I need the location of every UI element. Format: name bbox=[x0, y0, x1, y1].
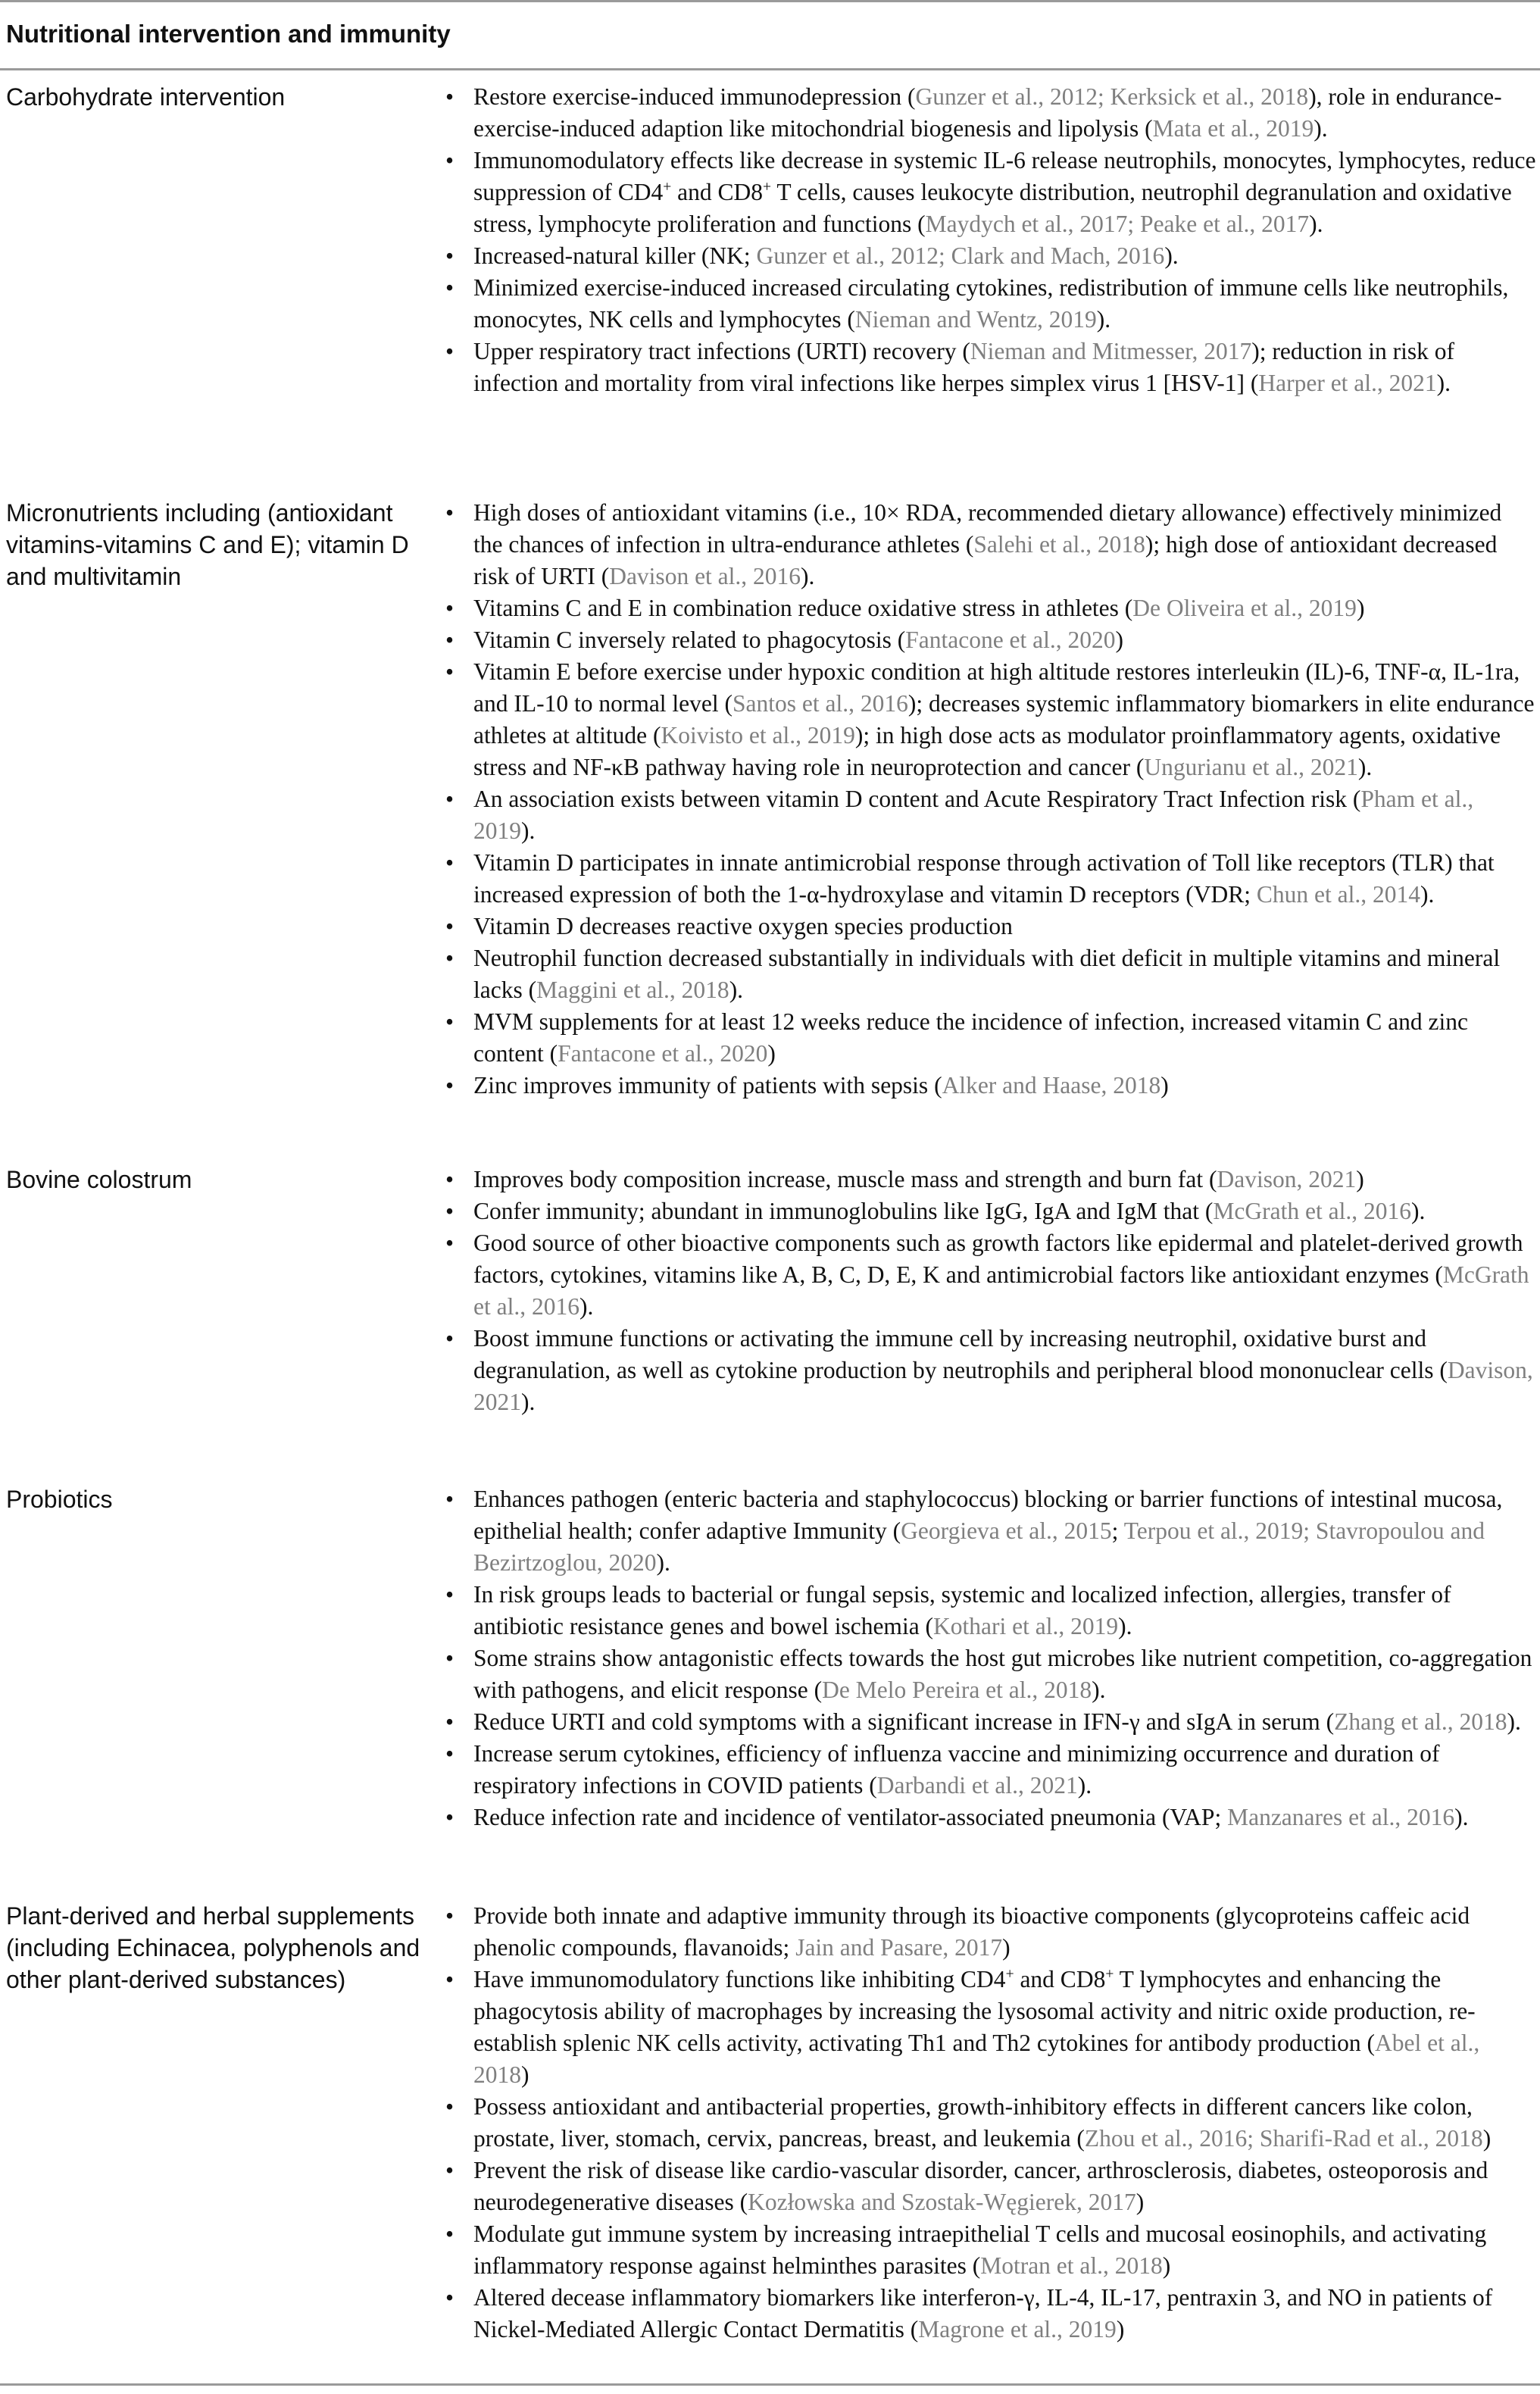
list-item bbox=[439, 592, 1536, 624]
item-text: ). bbox=[521, 817, 536, 844]
item-text: ); reduction in risk of infection and mortality from viral infections like herpes simplex virus 1 [HSV-1] ( bbox=[473, 338, 1454, 396]
item-text: ) bbox=[1116, 2316, 1125, 2342]
citation-link[interactable]: Georgieva et al., 2015 bbox=[901, 1517, 1112, 1544]
citation-link[interactable]: Nieman and Mitmesser, 2017 bbox=[970, 338, 1252, 364]
item-text: ). bbox=[1118, 1613, 1132, 1639]
item-text: An association exists between vitamin D content and Acute Respiratory Tract Infection risk ( bbox=[473, 786, 1361, 812]
citation-link[interactable]: Ungurianu et al., 2021 bbox=[1144, 754, 1358, 780]
citation-link[interactable]: Manzanares et al., 2016 bbox=[1227, 1804, 1455, 1830]
citation-link[interactable]: Abel et al., 2018 bbox=[473, 2030, 1480, 2088]
citation-link[interactable]: Darbandi et al., 2021 bbox=[876, 1772, 1078, 1799]
item-text: Neutrophil function decreased substantially in individuals with diet deficit in multiple vitamins and mineral lacks ( bbox=[473, 945, 1501, 1003]
table-bottom-rule bbox=[0, 2383, 1540, 2386]
list-item bbox=[439, 1006, 1536, 1070]
items-probiotics bbox=[439, 1483, 1536, 1833]
item-text: Minimized exercise-induced increased circulating cytokines, redistribution of immune cells like neutrophils, monocytes, NK cells and lymphocytes ( bbox=[473, 274, 1509, 333]
item-text: Vitamin C inversely related to phagocytosis ( bbox=[473, 627, 906, 653]
list-item bbox=[439, 2218, 1536, 2282]
item-text: ). bbox=[801, 563, 815, 589]
category-bovine-colostrum: Bovine colostrum bbox=[6, 1166, 192, 1193]
item-text: ). bbox=[1436, 370, 1451, 396]
citation-link[interactable]: Terpou et al., 2019; Stavropoulou and Bezirtzoglou, 2020 bbox=[473, 1517, 1485, 1576]
item-text: ) bbox=[1162, 2252, 1171, 2279]
list-item bbox=[439, 847, 1536, 911]
category-micronutrients: Micronutrients including (antioxidant vitamins-vitamins C and E); vitamin D and multivitamin bbox=[6, 499, 409, 590]
list-item bbox=[439, 942, 1536, 1006]
superscript: + bbox=[1005, 1966, 1014, 1983]
item-text: Enhances pathogen (enteric bacteria and staphylococcus) blocking or barrier functions of intestinal mucosa, epithelial health; confer adaptive Immunity ( bbox=[473, 1486, 1503, 1544]
list-item bbox=[439, 1483, 1536, 1579]
item-text: Modulate gut immune system by increasing intraepithelial T cells and mucosal eosinophils, and activating inflammatory response against helminthes parasites ( bbox=[473, 2221, 1487, 2279]
citation-link[interactable]: Gunzer et al., 2012; Kerksick et al., 2018 bbox=[915, 83, 1309, 110]
citation-link[interactable]: Chun et al., 2014 bbox=[1256, 881, 1420, 908]
item-text: ) bbox=[521, 2061, 529, 2088]
item-text: T lymphocytes and enhancing the phagocytosis ability of macrophages by increasing the lysosomal activity and nitric oxide production, re-establish splenic NK cells activity, activating Th1 and Th2 cytokines for antibody production ( bbox=[473, 1966, 1476, 2056]
citation-link[interactable]: Pham et al., 2019 bbox=[473, 786, 1474, 844]
list-item bbox=[439, 1195, 1536, 1227]
citation-link[interactable]: De Oliveira et al., 2019 bbox=[1132, 595, 1357, 621]
citation-link[interactable]: Magrone et al., 2019 bbox=[918, 2316, 1117, 2342]
citation-link[interactable]: Harper et al., 2021 bbox=[1258, 370, 1437, 396]
item-text: ). bbox=[521, 1389, 536, 1415]
superscript: + bbox=[1105, 1966, 1114, 1983]
item-text: ). bbox=[1314, 115, 1328, 142]
list-item bbox=[439, 1164, 1536, 1195]
item-text: Vitamin D participates in innate antimicrobial response through activation of Toll like receptors (TLR) that increased expression of both the 1-α-hydroxylase and vitamin D receptors (VDR; bbox=[473, 849, 1495, 908]
citation-link[interactable]: Zhou et al., 2016; Sharifi-Rad et al., 2018 bbox=[1084, 2125, 1483, 2152]
item-text: ). bbox=[1454, 1804, 1469, 1830]
item-text: Vitamin E before exercise under hypoxic condition at high altitude restores interleukin (IL)-6, TNF-α, IL-1ra, and IL-10 to normal level ( bbox=[473, 658, 1520, 717]
item-text: ). bbox=[1096, 306, 1111, 333]
category-plant-derived: Plant-derived and herbal supplements (including Echinacea, polyphenols and other plant-derived substances) bbox=[6, 1902, 420, 1993]
item-text: ). bbox=[1357, 754, 1373, 780]
table-header: Nutritional intervention and immunity bbox=[6, 20, 451, 48]
list-item bbox=[439, 783, 1536, 847]
list-item bbox=[439, 624, 1536, 656]
citation-link[interactable]: Maggini et al., 2018 bbox=[536, 977, 729, 1003]
item-text: and CD8 bbox=[1014, 1966, 1106, 1992]
citation-link[interactable]: Fantacone et al., 2020 bbox=[558, 1040, 768, 1067]
item-text: Good source of other bioactive components such as growth factors like epidermal and platelet-derived growth factors, cytokines, vitamins like A, B, C, D, E, K and antimicrobial factors like antioxidant enzymes ( bbox=[473, 1230, 1523, 1288]
item-text: Vitamin D decreases reactive oxygen species production bbox=[473, 913, 1013, 939]
category-carbohydrate: Carbohydrate intervention bbox=[6, 83, 286, 111]
citation-link[interactable]: McGrath et al., 2016 bbox=[473, 1261, 1529, 1320]
item-text: ). bbox=[1420, 881, 1435, 908]
list-item bbox=[439, 1642, 1536, 1706]
item-text: Vitamins C and E in combination reduce oxidative stress in athletes ( bbox=[473, 595, 1133, 621]
item-text: Some strains show antagonistic effects towards the host gut microbes like nutrient competition, co-aggregation with pathogens, and elicit response ( bbox=[473, 1645, 1532, 1703]
item-text: ) bbox=[1135, 2189, 1145, 2215]
item-text: ); decreases systemic inflammatory biomarkers in elite endurance athletes at altitude ( bbox=[473, 690, 1535, 749]
list-item bbox=[439, 1227, 1536, 1323]
item-text: ), role in endurance-exercise-induced adaption like mitochondrial biogenesis and lipolysis ( bbox=[473, 83, 1502, 142]
citation-link[interactable]: Motran et al., 2018 bbox=[980, 2252, 1163, 2279]
list-item bbox=[439, 1323, 1536, 1418]
item-text: ) bbox=[1160, 1072, 1169, 1099]
list-item bbox=[439, 2282, 1536, 2346]
list-item bbox=[439, 240, 1536, 272]
superscript: + bbox=[763, 179, 772, 195]
item-text: ); in high dose acts as modulator proinflammatory agents, oxidative stress and NF-κB pathway having role in neuroprotection and cancer ( bbox=[473, 722, 1501, 780]
item-text: ) bbox=[1482, 2125, 1492, 2152]
item-text: ). bbox=[729, 977, 744, 1003]
list-item bbox=[439, 272, 1536, 336]
citation-link[interactable]: Alker and Haase, 2018 bbox=[942, 1072, 1161, 1099]
item-text: ). bbox=[1077, 1772, 1092, 1799]
item-text: MVM supplements for at least 12 weeks reduce the incidence of infection, increased vitamin C and zinc content ( bbox=[473, 1008, 1468, 1067]
item-text: ). bbox=[1309, 211, 1323, 237]
item-text: ). bbox=[656, 1549, 670, 1576]
item-text: Improves body composition increase, muscle mass and strength and burn fat ( bbox=[473, 1166, 1217, 1192]
item-text: Have immunomodulatory functions like inhibiting CD4 bbox=[473, 1966, 1006, 1992]
item-text: and CD8 bbox=[671, 179, 764, 205]
superscript: + bbox=[663, 179, 672, 195]
list-item bbox=[439, 497, 1536, 592]
list-item bbox=[439, 1964, 1536, 2091]
list-item bbox=[439, 1900, 1536, 1964]
items-micronutrients bbox=[439, 497, 1536, 1102]
item-text: ) bbox=[767, 1040, 776, 1067]
item-text: ). bbox=[1164, 242, 1179, 269]
item-text: Boost immune functions or activating the immune cell by increasing neutrophil, oxidative burst and degranulation, as well as cytokine production by neutrophils and peripheral blood mononuclear cells ( bbox=[473, 1325, 1448, 1383]
item-text: Confer immunity; abundant in immunoglobulins like IgG, IgA and IgM that ( bbox=[473, 1198, 1214, 1224]
item-text: Reduce URTI and cold symptoms with a significant increase in IFN-γ and sIgA in serum ( bbox=[473, 1708, 1335, 1735]
item-text: ; bbox=[1111, 1517, 1124, 1544]
item-text: Provide both innate and adaptive immunity through its bioactive components (glycoproteins caffeic acid phenolic compounds, flavanoids; bbox=[473, 1902, 1470, 1961]
item-text: ) bbox=[1115, 627, 1124, 653]
item-text: Reduce infection rate and incidence of ventilator-associated pneumonia (VAP; bbox=[473, 1804, 1228, 1830]
citation-link[interactable]: Kozłowska and Szostak-Węgierek, 2017 bbox=[748, 2189, 1136, 2215]
list-item bbox=[439, 911, 1536, 942]
citation-link[interactable]: Kothari et al., 2019 bbox=[933, 1613, 1119, 1639]
header-rule bbox=[0, 68, 1540, 70]
citation-link[interactable]: Fantacone et al., 2020 bbox=[905, 627, 1116, 653]
list-item bbox=[439, 1706, 1536, 1738]
citation-link[interactable]: Davison, 2021 bbox=[1217, 1166, 1357, 1192]
citation-link[interactable]: Jain and Pasare, 2017 bbox=[795, 1934, 1003, 1961]
category-probiotics: Probiotics bbox=[6, 1486, 113, 1513]
citation-link[interactable]: Gunzer et al., 2012; Clark and Mach, 2016 bbox=[756, 242, 1165, 269]
item-text: Restore exercise-induced immunodepression ( bbox=[473, 83, 916, 110]
items-carbohydrate bbox=[439, 81, 1536, 399]
item-text: Prevent the risk of disease like cardio-vascular disorder, cancer, arthrosclerosis, diabetes, osteoporosis and neurodegenerative diseases ( bbox=[473, 2157, 1488, 2215]
items-bovine-colostrum bbox=[439, 1164, 1536, 1418]
list-item bbox=[439, 1579, 1536, 1642]
items-plant-derived bbox=[439, 1900, 1536, 2346]
citation-link[interactable]: Zhang et al., 2018 bbox=[1334, 1708, 1507, 1735]
list-item bbox=[439, 2155, 1536, 2218]
item-text: High doses of antioxidant vitamins (i.e., 10× RDA, recommended dietary allowance) effectively minimized the chances of infection in ultra-endurance athletes ( bbox=[473, 499, 1502, 558]
item-text: Increased-natural killer (NK; bbox=[473, 242, 757, 269]
item-text: Upper respiratory tract infections (URTI) recovery ( bbox=[473, 338, 970, 364]
citation-link[interactable]: Davison, 2021 bbox=[473, 1357, 1533, 1415]
item-text: ) bbox=[1356, 1166, 1364, 1192]
item-text: Possess antioxidant and antibacterial properties, growth-inhibitory effects in different cancers like colon, prostate, liver, stomach, cervix, pancreas, breast, and leukemia ( bbox=[473, 2093, 1473, 2152]
list-item bbox=[439, 145, 1536, 240]
list-item bbox=[439, 1070, 1536, 1102]
citation-link[interactable]: Mata et al., 2019 bbox=[1152, 115, 1314, 142]
item-text: Zinc improves immunity of patients with sepsis ( bbox=[473, 1072, 942, 1099]
item-text: ); high dose of antioxidant decreased risk of URTI ( bbox=[473, 531, 1498, 589]
item-text: Altered decease inflammatory biomarkers like interferon-γ, IL-4, IL-17, pentraxin 3, and NO in patients of Nickel-Mediated Allergic Contact Dermatitis ( bbox=[473, 2284, 1493, 2342]
item-text: ). bbox=[579, 1293, 594, 1320]
item-text: ). bbox=[1507, 1708, 1521, 1735]
citation-link[interactable]: McGrath et al., 2016 bbox=[1213, 1198, 1411, 1224]
list-item bbox=[439, 2091, 1536, 2155]
citation-link[interactable]: Nieman and Wentz, 2019 bbox=[854, 306, 1097, 333]
item-text: In risk groups leads to bacterial or fungal sepsis, systemic and localized infection, allergies, transfer of antibiotic resistance genes and bowel ischemia ( bbox=[473, 1581, 1451, 1639]
item-text: ) bbox=[1002, 1934, 1011, 1961]
list-item bbox=[439, 81, 1536, 145]
table-top-rule bbox=[0, 0, 1540, 2]
list-item bbox=[439, 1802, 1536, 1833]
list-item bbox=[439, 336, 1536, 399]
item-text: ). bbox=[1092, 1677, 1106, 1703]
list-item bbox=[439, 656, 1536, 783]
citation-link[interactable]: De Melo Pereira et al., 2018 bbox=[822, 1677, 1092, 1703]
item-text: ) bbox=[1356, 595, 1365, 621]
citation-link[interactable]: Santos et al., 2016 bbox=[733, 690, 908, 717]
item-text: T cells, causes leukocyte distribution, neutrophil degranulation and oxidative stress, lymphocyte proliferation and functions ( bbox=[473, 179, 1512, 237]
citation-link[interactable]: Koivisto et al., 2019 bbox=[661, 722, 855, 749]
item-text: Increase serum cytokines, efficiency of influenza vaccine and minimizing occurrence and duration of respiratory infections in COVID patients ( bbox=[473, 1740, 1440, 1799]
citation-link[interactable]: Maydych et al., 2017; Peake et al., 2017 bbox=[925, 211, 1310, 237]
citation-link[interactable]: Salehi et al., 2018 bbox=[973, 531, 1145, 558]
item-text: ). bbox=[1410, 1198, 1426, 1224]
list-item bbox=[439, 1738, 1536, 1802]
citation-link[interactable]: Davison et al., 2016 bbox=[609, 563, 801, 589]
item-text: Immunomodulatory effects like decrease in systemic IL-6 release neutrophils, monocytes, lymphocytes, reduce suppression of CD4 bbox=[473, 147, 1536, 205]
